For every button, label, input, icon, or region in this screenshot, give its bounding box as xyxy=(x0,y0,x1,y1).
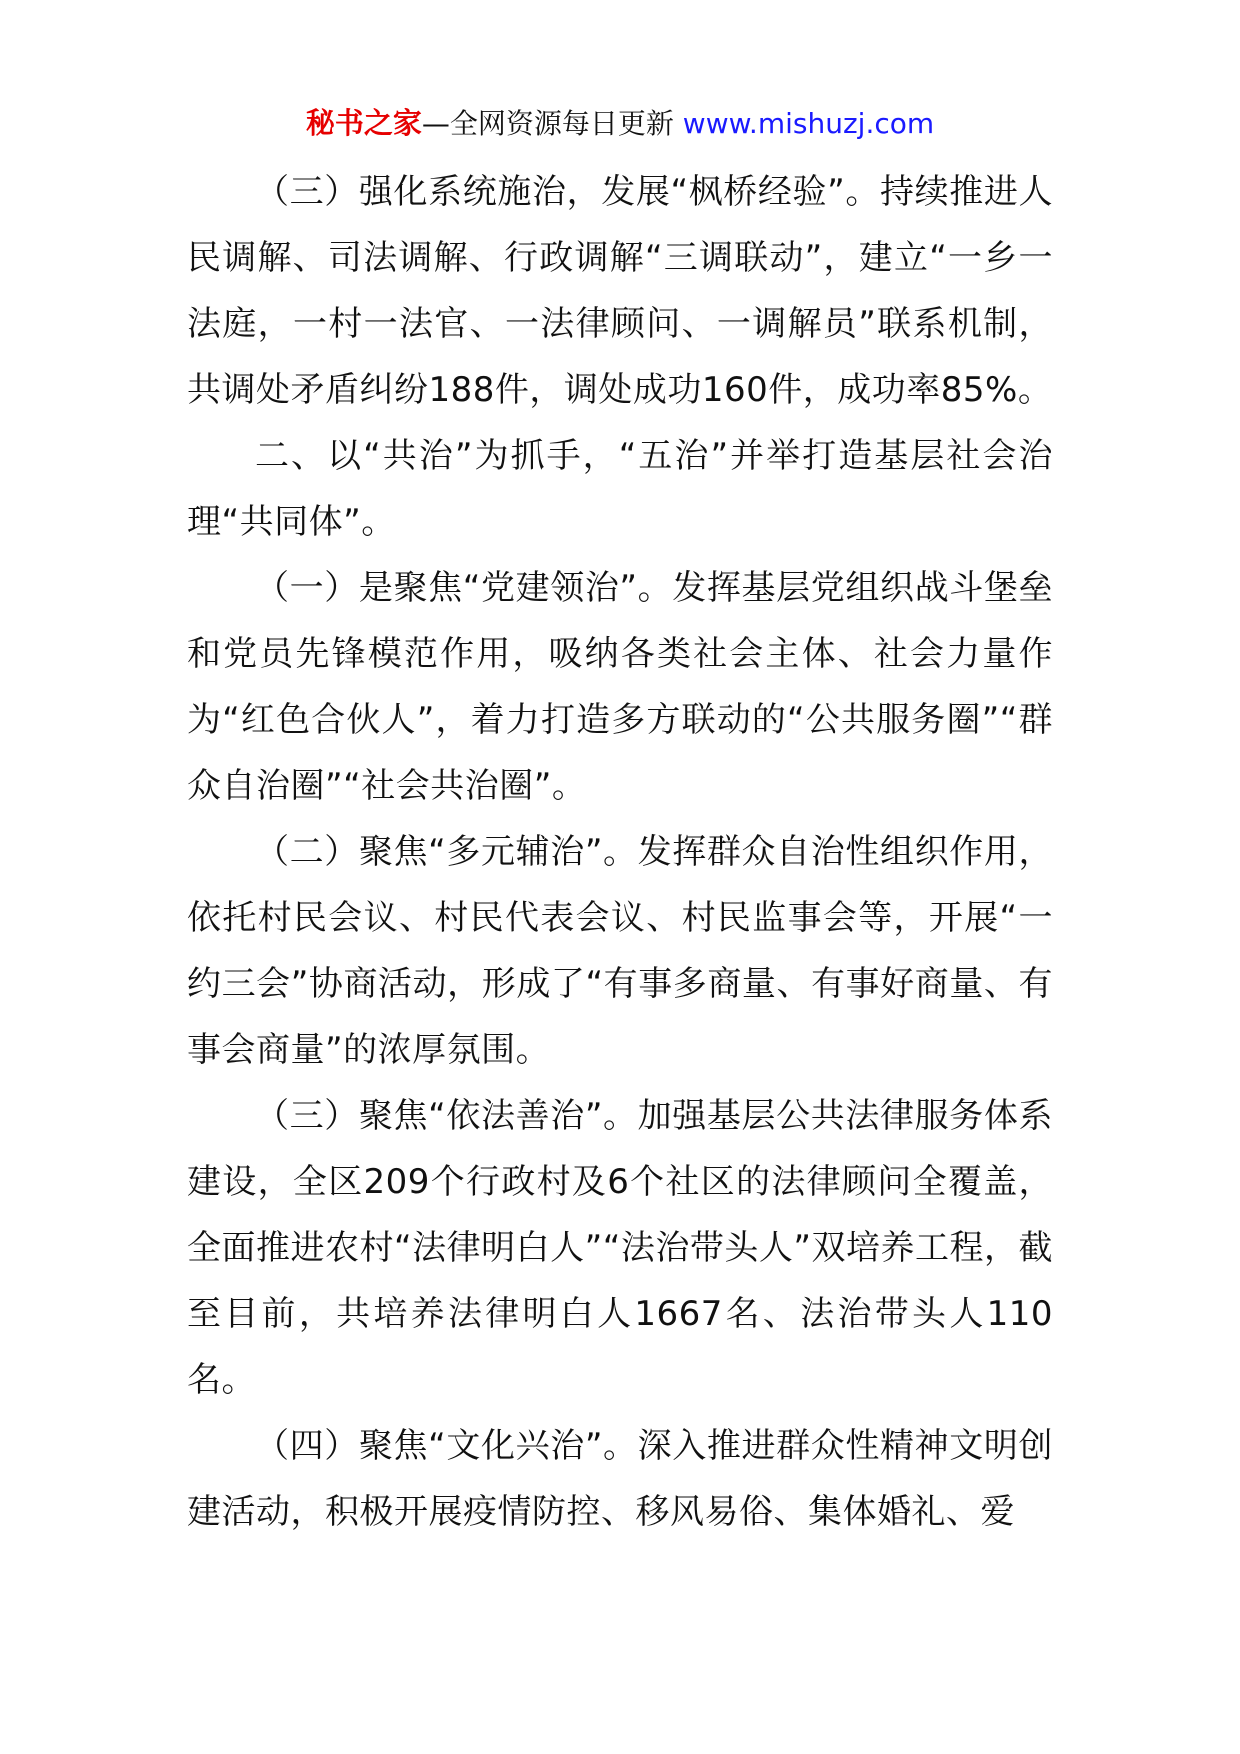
section-heading-2: 二、以“共治”为抓手，“五治”并举打造基层社会治理“共同体”。 xyxy=(187,436,1053,542)
site-url-link[interactable]: www.mishuzj.com xyxy=(682,107,935,140)
paragraph-2: （一）是聚焦“党建领治”。发挥基层党组织战斗堡垒和党员先锋模范作用，吸纳各类社会主体、社会力量作为“红色合伙人”，着力打造多方联动的“公共服务圈”“群众自治圈”“社会共治圈”。 xyxy=(187,568,1053,806)
document-body xyxy=(187,159,1053,1545)
paragraph-4: （三）聚焦“依法善治”。加强基层公共法律服务体系建设，全区209个行政村及6个社区的法律顾问全覆盖，全面推进农村“法律明白人”“法治带头人”双培养工程，截至目前，共培养法律明白人1667名、法治带头人110名。 xyxy=(187,1096,1053,1400)
paragraph-1: （三）强化系统施治，发展“枫桥经验”。持续推进人民调解、司法调解、行政调解“三调联动”，建立“一乡一法庭，一村一法官、一法律顾问、一调解员”联系机制，共调处矛盾纠纷188件，调处成功160件，成功率85%。 xyxy=(187,172,1053,410)
paragraph-5: （四）聚焦“文化兴治”。深入推进群众性精神文明创建活动，积极开展疫情防控、移风易俗、集体婚礼、爱 xyxy=(187,1426,1053,1532)
site-tagline: —全网资源每日更新 xyxy=(421,107,674,140)
site-header xyxy=(0,103,1240,144)
site-brand: 秘书之家 xyxy=(305,106,422,140)
paragraph-3: （二）聚焦“多元辅治”。发挥群众自治性组织作用，依托村民会议、村民代表会议、村民监事会等，开展“一约三会”协商活动，形成了“有事多商量、有事好商量、有事会商量”的浓厚氛围。 xyxy=(187,832,1053,1070)
